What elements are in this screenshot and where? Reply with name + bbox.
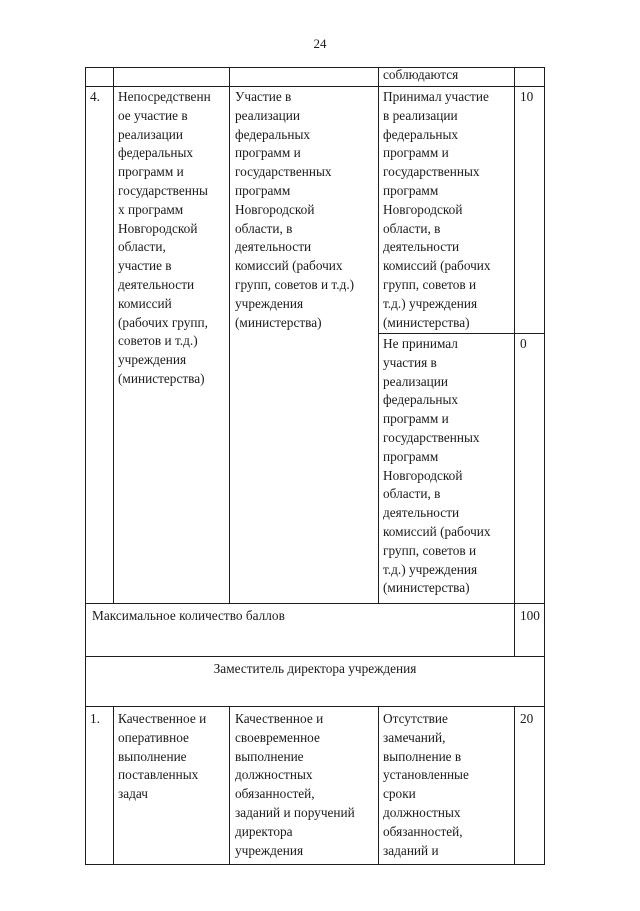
criteria-divider	[378, 333, 545, 334]
description-cell: Качественное и своевременное выполнение должностных обязанностей, заданий и поручений директора учреждения	[235, 711, 355, 858]
table-border-bottom	[85, 864, 545, 865]
row-divider	[85, 603, 545, 604]
criterion-cell: Принимал участие в реализации федеральных программ и государственных программ Новгородской области, в деятельности комиссий (рабочих групп, советов и т.д.) учреждения (министерства)	[383, 89, 491, 330]
column-divider	[229, 706, 230, 864]
max-points-label: Максимальное количество баллов	[92, 608, 285, 623]
table-border-left	[85, 67, 86, 864]
section-heading: Заместитель директора учреждения	[213, 661, 417, 676]
row-divider	[85, 706, 545, 707]
column-divider	[514, 706, 515, 864]
row-number: 4.	[90, 89, 100, 104]
column-divider	[514, 67, 515, 603]
points-cell: 10	[520, 89, 534, 104]
column-divider	[113, 706, 114, 864]
indicator-cell: Непосредственн ое участие в реализации федеральных программ и государственны х программ Новгородской области, участие в деятельности комиссий (рабочих групп, советов и т.д.) учреждения (министерства)	[118, 89, 211, 386]
points-cell: 0	[520, 336, 527, 351]
row-divider	[85, 86, 545, 87]
column-divider	[229, 67, 230, 603]
criterion-cell: Отсутствие замечаний, выполнение в установленные сроки должностных обязанностей, заданий и	[383, 711, 469, 858]
column-divider	[514, 603, 515, 656]
description-cell: Участие в реализации федеральных программ и государственных программ Новгородской области, в деятельности комиссий (рабочих групп, советов и т.д.) учреждения (министерства)	[235, 89, 355, 330]
column-divider	[113, 67, 114, 603]
row-number: 1.	[90, 711, 100, 726]
table-border-right	[544, 67, 545, 864]
row-divider	[85, 656, 545, 657]
criterion-cell: соблюдаются	[383, 67, 459, 82]
column-divider	[378, 706, 379, 864]
column-divider	[378, 67, 379, 603]
criterion-cell: Не принимал участия в реализации федеральных программ и государственных программ Новгородской области, в деятельности комиссий (рабочих групп, советов и т.д.) учреждения (министерства)	[383, 336, 491, 596]
page-number: 24	[313, 36, 327, 51]
max-points-value: 100	[520, 608, 540, 623]
points-cell: 20	[520, 711, 534, 726]
indicator-cell: Качественное и оперативное выполнение поставленных задач	[118, 711, 207, 802]
